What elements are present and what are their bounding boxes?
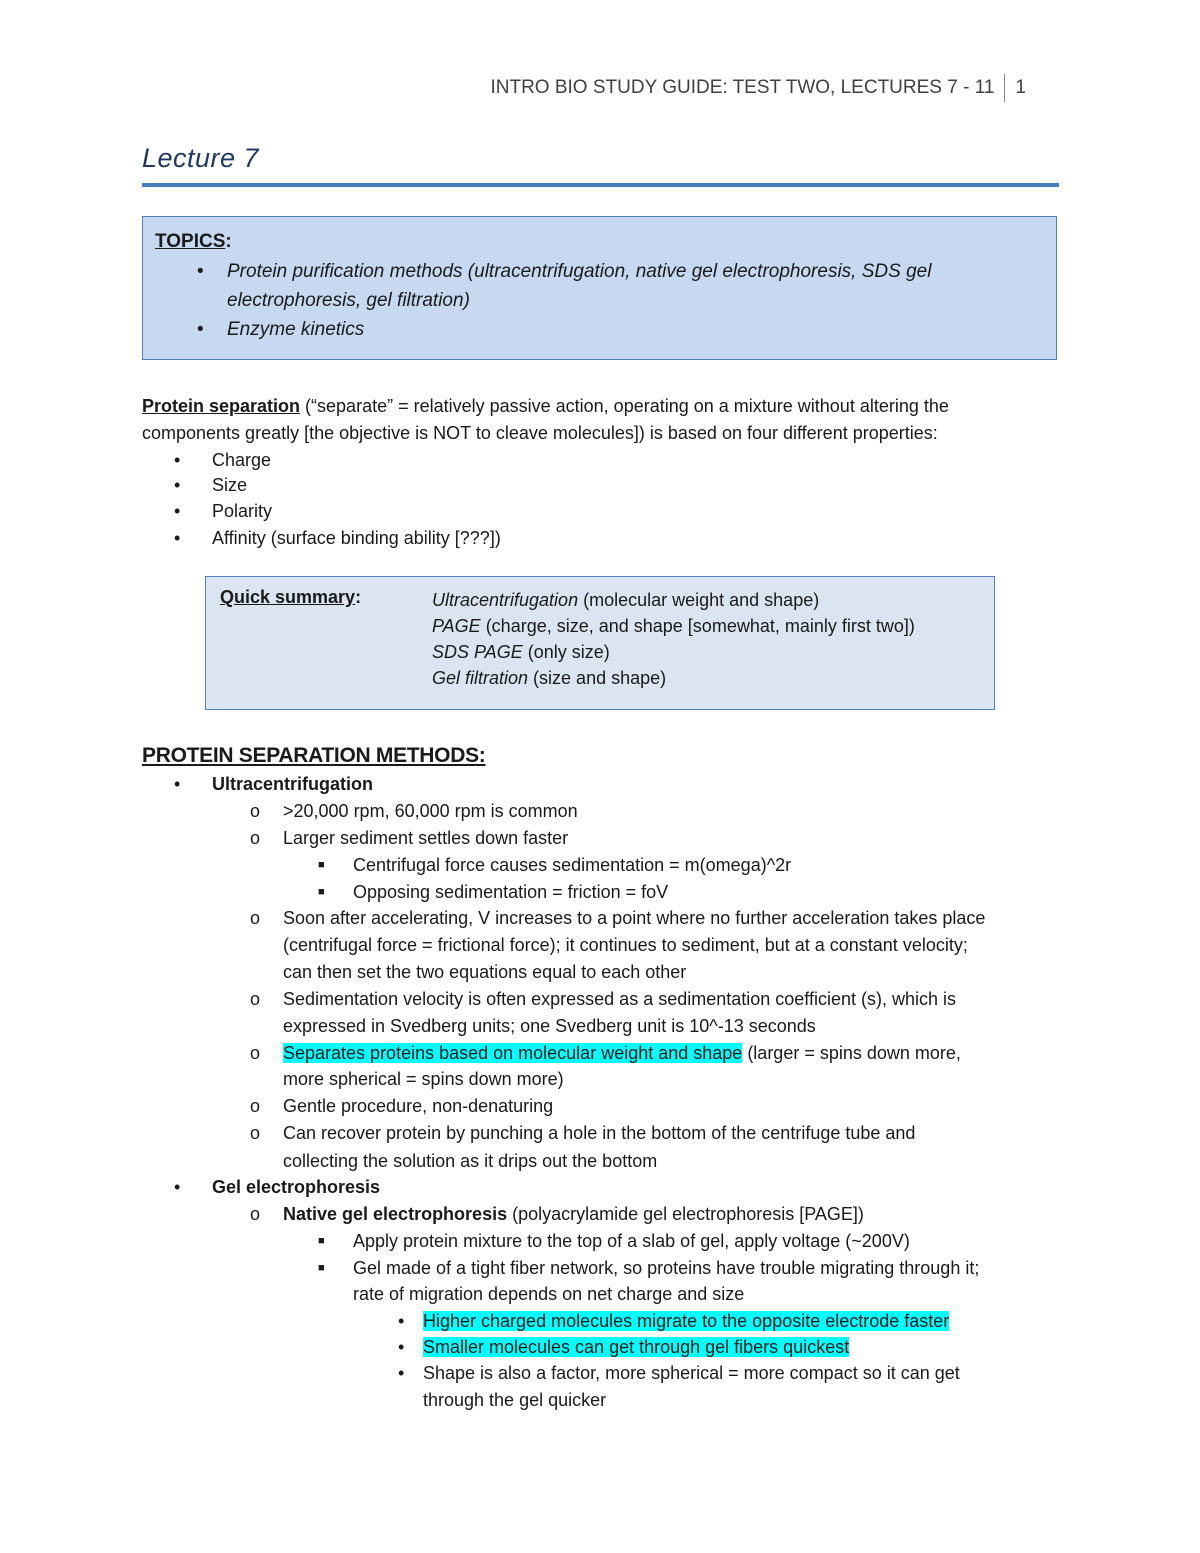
ultra-line-cont: expressed in Svedberg units; one Svedberg unit is 10^-13 seconds (283, 1016, 816, 1036)
bullet-icon: • (174, 450, 181, 470)
summary-term: PAGE (432, 616, 481, 636)
summary-label (220, 587, 361, 608)
bullet-icon: • (174, 528, 181, 548)
gel-line-cont: through the gel quicker (423, 1390, 607, 1410)
paragraph-line-2: components greatly [the objective is NOT to cleave molecules]) is based on four different properties: (142, 423, 938, 443)
ultra-line: (larger = spins down more, (742, 1043, 961, 1063)
summary-term: SDS PAGE (432, 642, 523, 662)
topic-item (155, 257, 1035, 315)
square-bullet-icon: ■ (318, 859, 325, 871)
native-gel-term: Native gel electrophoresis (283, 1204, 508, 1224)
native-gel-desc: (polyacrylamide gel electrophoresis [PAGE]) (507, 1204, 864, 1224)
gel-electrophoresis-title: Gel electrophoresis (212, 1177, 381, 1197)
ultra-line: Larger sediment settles down faster (283, 828, 569, 848)
ultra-line: Gentle procedure, non-denaturing (283, 1096, 554, 1116)
bullet-icon: • (174, 501, 181, 521)
ultra-line: Can recover protein by punching a hole in the bottom of the centrifuge tube and (283, 1123, 916, 1143)
gel-line-cont: rate of migration depends on net charge and size (353, 1284, 745, 1304)
protein-separation-paragraph (142, 393, 1042, 447)
header-title: INTRO BIO STUDY GUIDE: TEST TWO, LECTURES 7 - 11 (490, 77, 995, 98)
square-bullet-icon: ■ (318, 1262, 325, 1274)
ultra-line: Opposing sedimentation = friction = foV (353, 882, 669, 902)
bullet-icon: • (197, 261, 204, 282)
protein-separation-term: Protein separation (142, 396, 301, 416)
ultra-line: Sedimentation velocity is often expressed as a sedimentation coefficient (s), which is (283, 989, 957, 1009)
circle-bullet-icon: o (250, 1096, 261, 1116)
summary-label-text: Quick summary (220, 587, 356, 607)
bullet-icon: • (174, 475, 181, 495)
page-number: 1 (1015, 77, 1026, 98)
gel-line: Gel made of a tight fiber network, so proteins have trouble migrating through it; (353, 1258, 980, 1278)
title-rule (142, 183, 1059, 187)
ultra-line: Centrifugal force causes sedimentation = m(omega)^2r (353, 855, 792, 875)
highlighted-text: Higher charged molecules migrate to the opposite electrode faster (423, 1311, 950, 1331)
quick-summary-box (205, 576, 995, 710)
bullet-icon: • (197, 319, 204, 340)
bullet-icon: • (398, 1363, 405, 1383)
topics-list (155, 257, 1035, 344)
paragraph-line-1: (“separate” = relatively passive action, operating on a mixture without altering the (300, 396, 949, 416)
summary-lines (432, 587, 915, 691)
highlighted-text: Smaller molecules can get through gel fibers quickest (423, 1337, 850, 1357)
property-polarity: Polarity (212, 501, 273, 521)
topic-item (155, 315, 1035, 344)
summary-row (432, 613, 915, 639)
circle-bullet-icon: o (250, 828, 261, 848)
topic-item-text: Enzyme kinetics (227, 319, 365, 340)
topics-heading-text: TOPICS (155, 231, 226, 252)
page-header (490, 74, 1026, 102)
topic-item-text: Protein purification methods (ultracentrifugation, native gel electrophoresis, SDS gel electrophoresis, gel filtration) (227, 261, 932, 311)
square-bullet-icon: ■ (318, 1235, 325, 1247)
summary-row (432, 665, 915, 691)
property-affinity: Affinity (surface binding ability [???]) (212, 528, 501, 548)
circle-bullet-icon: o (250, 989, 261, 1009)
bullet-icon: • (174, 774, 181, 794)
summary-label-colon: : (355, 587, 362, 607)
highlighted-text: Separates proteins based on molecular weight and shape (283, 1043, 743, 1063)
summary-term: Gel filtration (432, 668, 529, 688)
summary-desc: (molecular weight and shape) (578, 590, 820, 610)
bullet-icon: • (174, 1177, 181, 1197)
summary-row (432, 587, 915, 613)
property-size: Size (212, 475, 248, 495)
summary-desc: (charge, size, and shape [somewhat, mainly first two]) (480, 616, 915, 636)
ultra-line-cont: collecting the solution as it drips out the bottom (283, 1151, 658, 1171)
bullet-icon: • (398, 1337, 405, 1357)
topics-heading-colon: : (225, 231, 232, 252)
gel-line: Shape is also a factor, more spherical = more compact so it can get (423, 1363, 960, 1383)
summary-term: Ultracentrifugation (432, 590, 579, 610)
circle-bullet-icon: o (250, 1204, 261, 1224)
header-divider (1004, 74, 1005, 102)
methods-heading: PROTEIN SEPARATION METHODS: (142, 744, 486, 767)
summary-row (432, 639, 915, 665)
summary-desc: (size and shape) (528, 668, 667, 688)
ultra-line: >20,000 rpm, 60,000 rpm is common (283, 801, 578, 821)
topics-heading (155, 231, 232, 253)
ultra-line-cont: more spherical = spins down more) (283, 1069, 564, 1089)
ultra-line-cont: can then set the two equations equal to each other (283, 962, 687, 982)
property-charge: Charge (212, 450, 272, 470)
ultra-line-cont: (centrifugal force = frictional force); it continues to sediment, but at a constant velocity; (283, 935, 968, 955)
circle-bullet-icon: o (250, 1043, 261, 1063)
square-bullet-icon: ■ (318, 886, 325, 898)
bullet-icon: • (398, 1311, 405, 1331)
circle-bullet-icon: o (250, 801, 261, 821)
circle-bullet-icon: o (250, 908, 261, 928)
summary-desc: (only size) (522, 642, 610, 662)
topics-box (142, 216, 1057, 360)
circle-bullet-icon: o (250, 1123, 261, 1143)
ultra-line: Soon after accelerating, V increases to a point where no further acceleration takes place (283, 908, 986, 928)
lecture-title: Lecture 7 (142, 143, 260, 173)
gel-line: Apply protein mixture to the top of a slab of gel, apply voltage (~200V) (353, 1231, 910, 1251)
ultracentrifugation-title: Ultracentrifugation (212, 774, 374, 794)
